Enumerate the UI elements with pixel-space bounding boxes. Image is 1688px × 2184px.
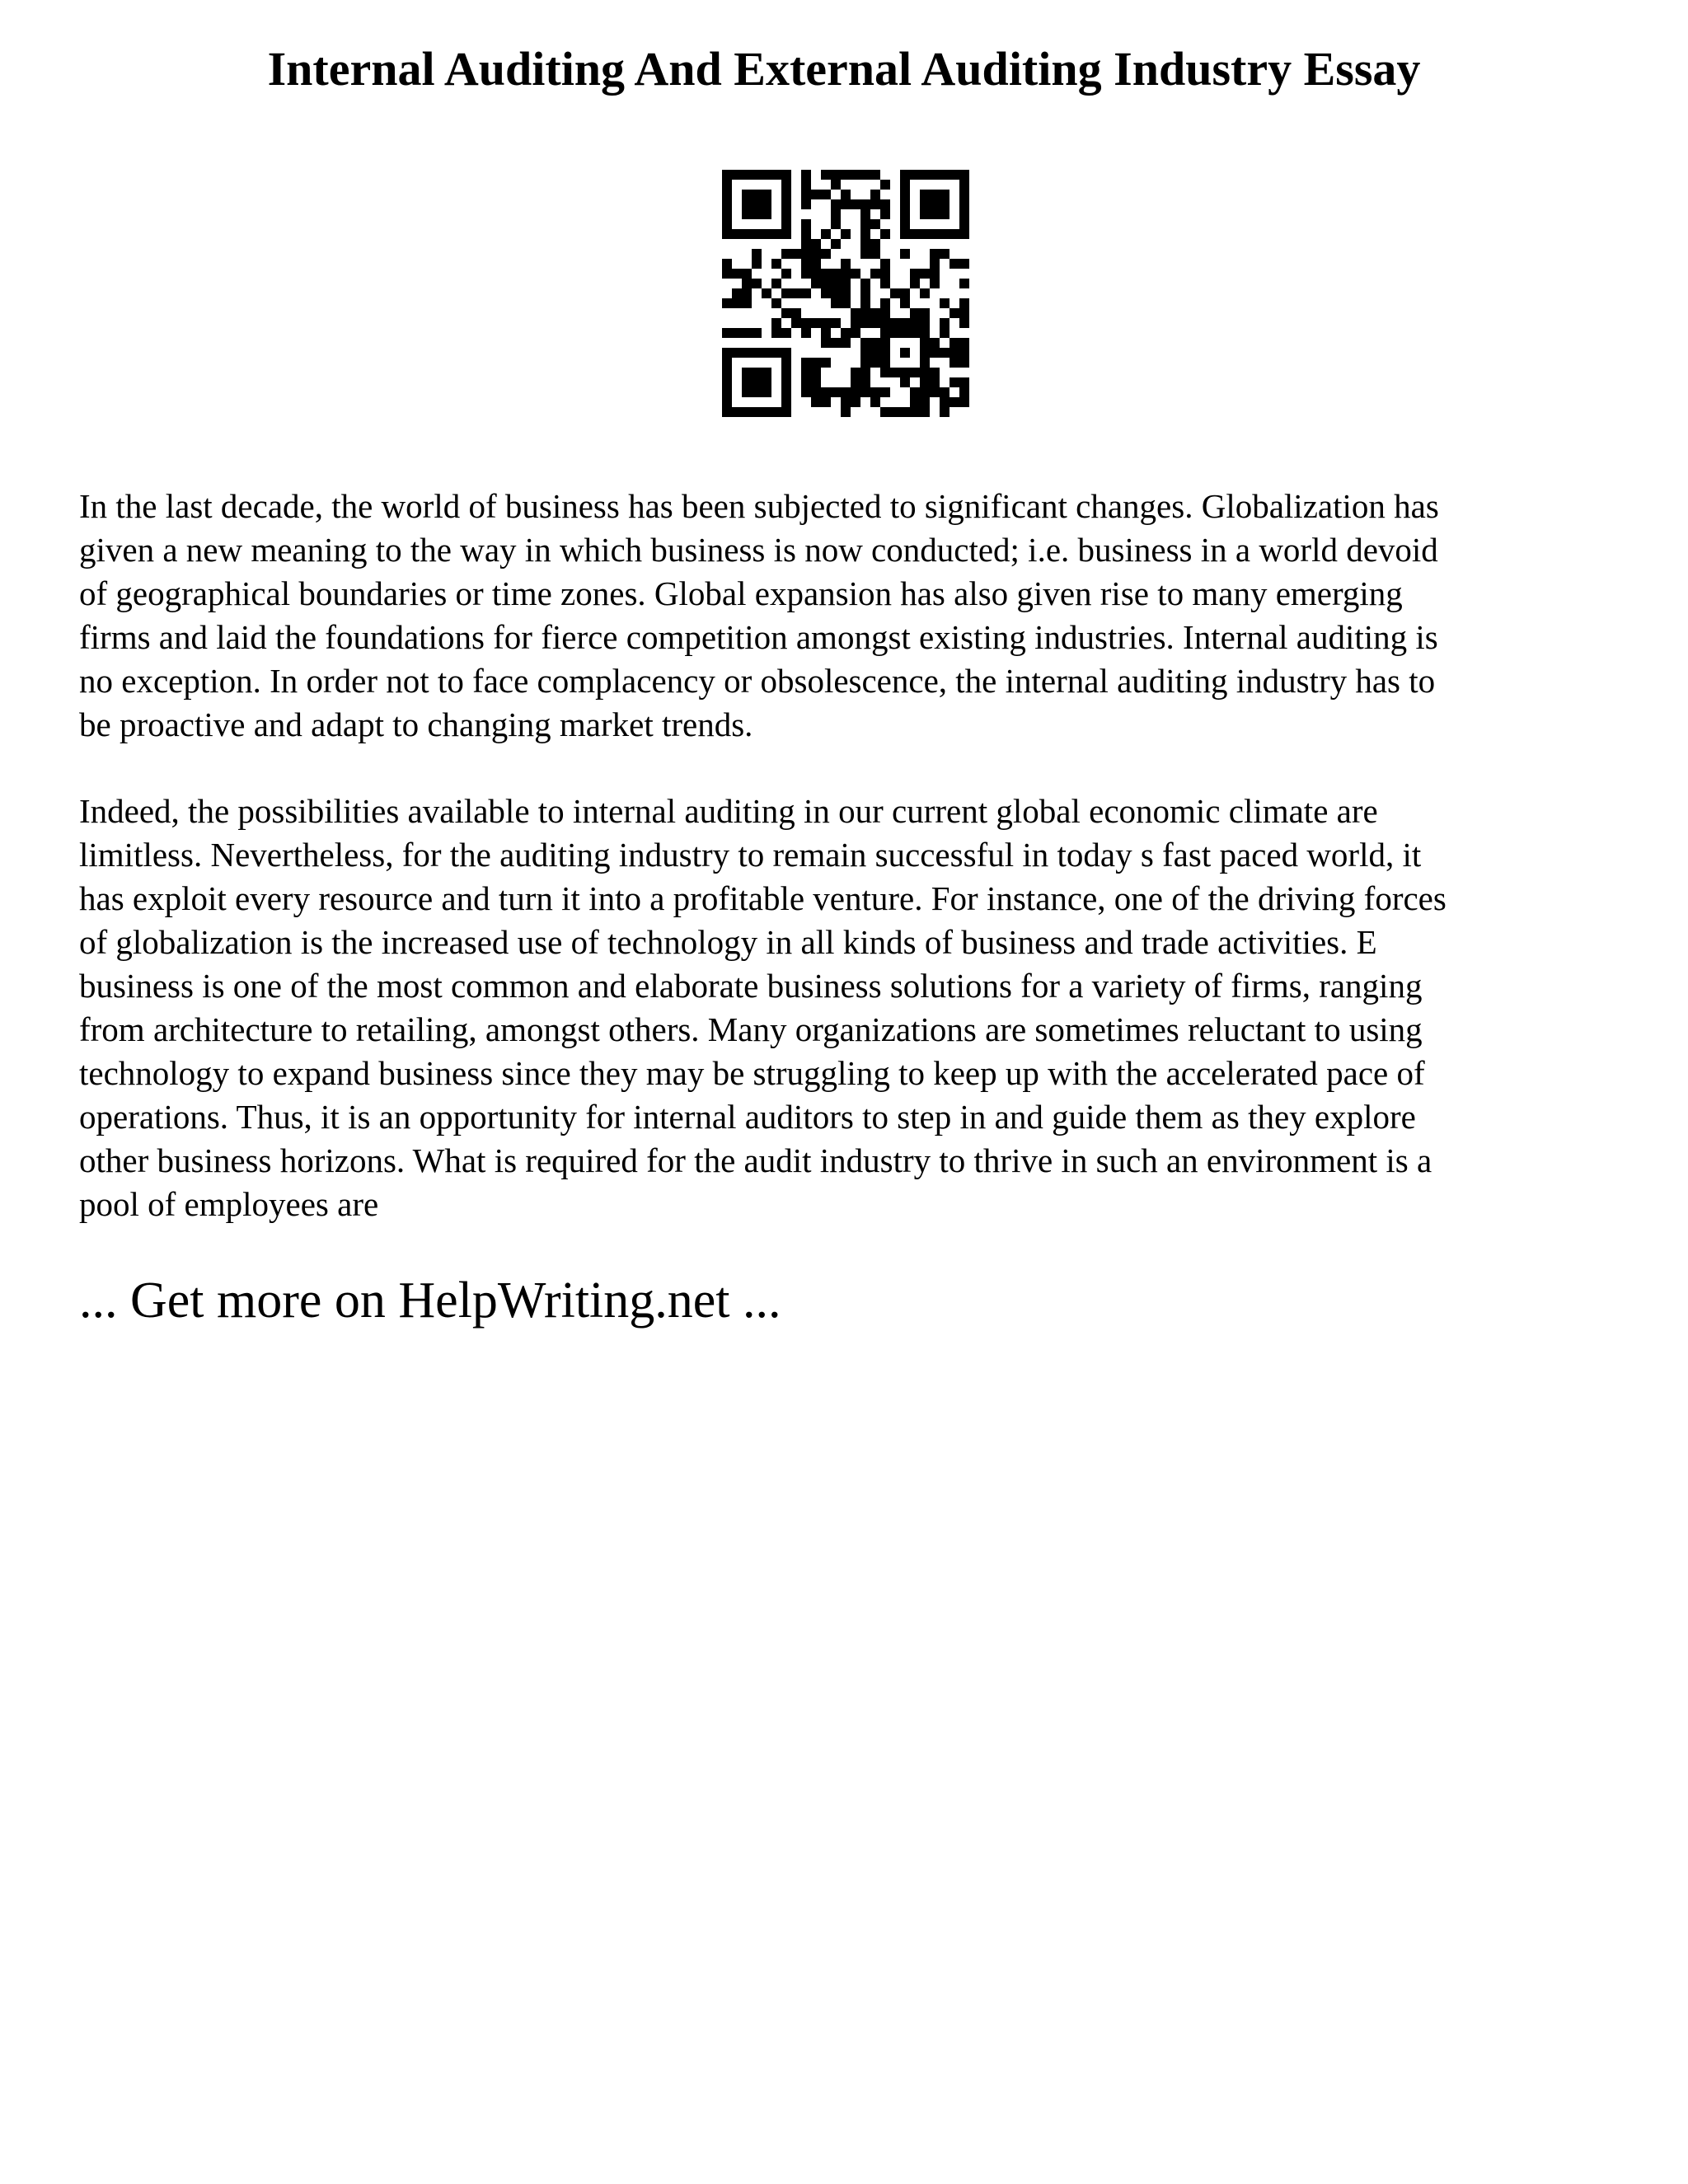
qr-code-icon	[722, 170, 969, 417]
page-title: Internal Auditing And External Auditing Industry Essay	[267, 42, 1421, 96]
get-more-link[interactable]: ... Get more on HelpWriting.net ...	[79, 1272, 781, 1329]
essay-paragraph-1: In the last decade, the world of business has been subjected to significant changes. Globalization has given a new meaning to the way in which business is now conducted; i.e. business in a world devoid of geographical boundaries or time zones. Global expansion has also given rise to many emerging firms and laid the foundations for fierce competition amongst existing industries. Internal auditing is no exception. In order not to face complacency or obsolescence, the internal auditing industry has to be proactive and adapt to changing market trends.	[79, 487, 1439, 743]
essay-paragraph-2: Indeed, the possibilities available to internal auditing in our current global economic climate are limitless. Nevertheless, for the auditing industry to remain successful in today s fast paced world, it has exploit every resource and turn it into a profitable venture. For instance, one of the driving forces of globalization is the increased use of technology in all kinds of business and trade activities. E business is one of the most common and elaborate business solutions for a variety of firms, ranging from architecture to retailing, amongst others. Many organizations are sometimes reluctant to using technology to expand business since they may be struggling to keep up with the accelerated pace of operations. Thus, it is an opportunity for internal auditors to step in and guide them as they explore other business horizons. What is required for the audit industry to thrive in such an environment is a pool of employees are	[79, 792, 1447, 1223]
qr-code-graphic	[722, 170, 969, 417]
